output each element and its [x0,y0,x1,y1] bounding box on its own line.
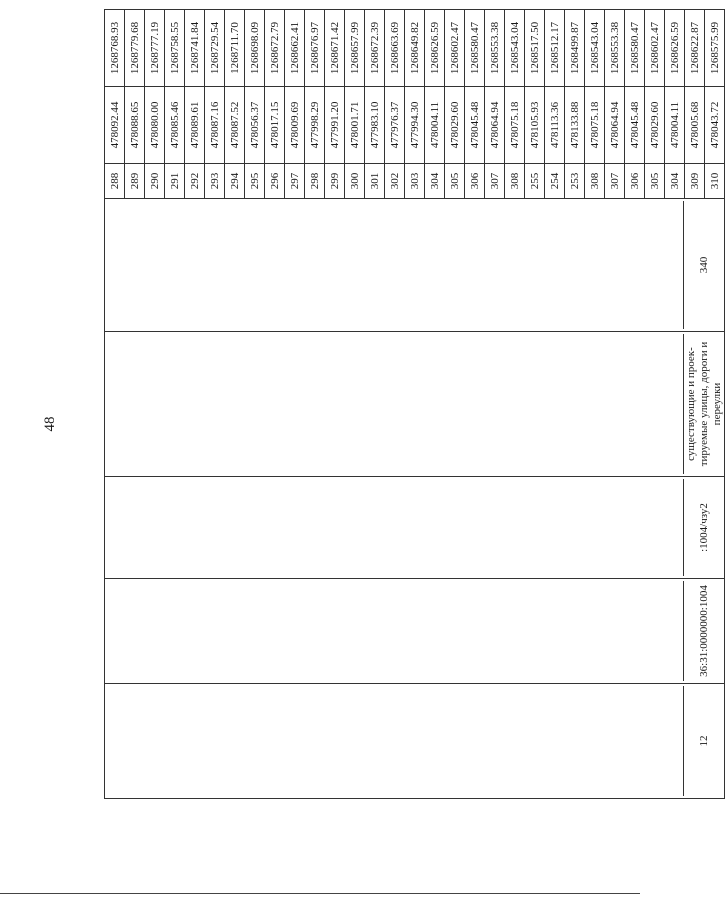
coord-x: 478045.48 [625,87,645,164]
point-number: 300 [345,164,365,199]
coord-y: 1268626.59 [665,10,685,87]
coord-y: 1268768.93 [105,10,125,87]
coord-y: 1268662.41 [285,10,305,87]
coord-x: 478092.44 [105,87,125,164]
coord-y: 1268672.39 [365,10,385,87]
coord-x: 478085.46 [165,87,185,164]
point-number: 292 [185,164,205,199]
coord-x: 478075.18 [585,87,605,164]
coord-y: 1268777.19 [145,10,165,87]
coord-y: 1268649.82 [405,10,425,87]
point-number: 290 [145,164,165,199]
point-number: 309 [685,164,705,199]
bottom-rule [0,893,640,894]
point-number: 253 [565,164,585,199]
coordinates-table-wrapper [104,21,723,799]
coord-y: 1268622.87 [685,10,705,87]
coord-y: 1268663.69 [385,10,405,87]
page-number: 48 [42,416,58,432]
point-number: 308 [505,164,525,199]
point-number: 304 [665,164,685,199]
point-number: 305 [645,164,665,199]
area-cell-value: 340 [683,201,724,329]
coord-x: 478087.52 [225,87,245,164]
coord-y: 1268729.54 [205,10,225,87]
coord-x: 478087.16 [205,87,225,164]
point-number: 289 [125,164,145,199]
coord-x: 478045.48 [465,87,485,164]
coord-y: 1268602.47 [445,10,465,87]
coord-y: 1268602.47 [645,10,665,87]
record-index-cell-value: 12 [683,686,724,796]
coord-y: 1268499.87 [565,10,585,87]
point-number: 255 [525,164,545,199]
coord-x: 477994.30 [405,87,425,164]
point-number: 298 [305,164,325,199]
coord-y: 1268758.55 [165,10,185,87]
point-number: 308 [585,164,605,199]
point-number: 296 [265,164,285,199]
coord-x: 478004.11 [665,87,685,164]
coord-y: 1268741.84 [185,10,205,87]
point-number: 254 [545,164,565,199]
coord-y: 1268698.09 [245,10,265,87]
point-number: 307 [605,164,625,199]
description-cell [105,332,725,477]
table-row [105,10,125,799]
record-index-cell [105,684,725,799]
coord-x: 478056.37 [245,87,265,164]
description-cell-value: существующие и проек-тируемые улицы, дороги и переулки [683,334,724,474]
coord-x: 478080.00 [145,87,165,164]
coord-y: 1268543.04 [585,10,605,87]
coord-y: 1268657.99 [345,10,365,87]
coord-y: 1268580.47 [625,10,645,87]
point-number: 302 [385,164,405,199]
coord-x: 478043.72 [705,87,725,164]
point-number: 303 [405,164,425,199]
point-number: 297 [285,164,305,199]
coord-y: 1268517.50 [525,10,545,87]
coordinates-table [104,9,725,799]
coord-y: 1268553.38 [605,10,625,87]
zone-code-cell-value: :1004/чзу2 [683,479,724,576]
point-number: 305 [445,164,465,199]
point-number: 306 [465,164,485,199]
coord-y: 1268672.79 [265,10,285,87]
coord-x: 477998.29 [305,87,325,164]
coord-y: 1268626.59 [425,10,445,87]
coord-y: 1268575.99 [705,10,725,87]
point-number: 310 [705,164,725,199]
point-number: 299 [325,164,345,199]
point-number: 306 [625,164,645,199]
coord-x: 477983.10 [365,87,385,164]
coord-x: 478017.15 [265,87,285,164]
coord-x: 477991.20 [325,87,345,164]
cadastral-block-cell [105,579,725,684]
point-number: 291 [165,164,185,199]
point-number: 294 [225,164,245,199]
coord-x: 478005.68 [685,87,705,164]
coord-x: 478133.88 [565,87,585,164]
coord-y: 1268543.04 [505,10,525,87]
coord-x: 478113.36 [545,87,565,164]
coord-x: 477976.37 [385,87,405,164]
coord-x: 478009.69 [285,87,305,164]
coord-x: 478105.93 [525,87,545,164]
zone-code-cell [105,477,725,579]
point-number: 295 [245,164,265,199]
point-number: 301 [365,164,385,199]
area-cell [105,199,725,332]
coord-x: 478064.94 [485,87,505,164]
coord-x: 478029.60 [645,87,665,164]
coord-y: 1268676.97 [305,10,325,87]
coord-y: 1268779.68 [125,10,145,87]
coord-x: 478088.65 [125,87,145,164]
coord-y: 1268512.17 [545,10,565,87]
point-number: 307 [485,164,505,199]
point-number: 293 [205,164,225,199]
cadastral-block-cell-value: 36:31:0000000:1004 [683,581,724,681]
coord-y: 1268553.38 [485,10,505,87]
coord-x: 478029.60 [445,87,465,164]
coord-y: 1268580.47 [465,10,485,87]
coord-x: 478004.11 [425,87,445,164]
coord-x: 478001.71 [345,87,365,164]
coord-x: 478075.18 [505,87,525,164]
point-number: 288 [105,164,125,199]
coord-y: 1268711.70 [225,10,245,87]
point-number: 304 [425,164,445,199]
coord-x: 478089.61 [185,87,205,164]
coord-x: 478064.94 [605,87,625,164]
coord-y: 1268671.42 [325,10,345,87]
